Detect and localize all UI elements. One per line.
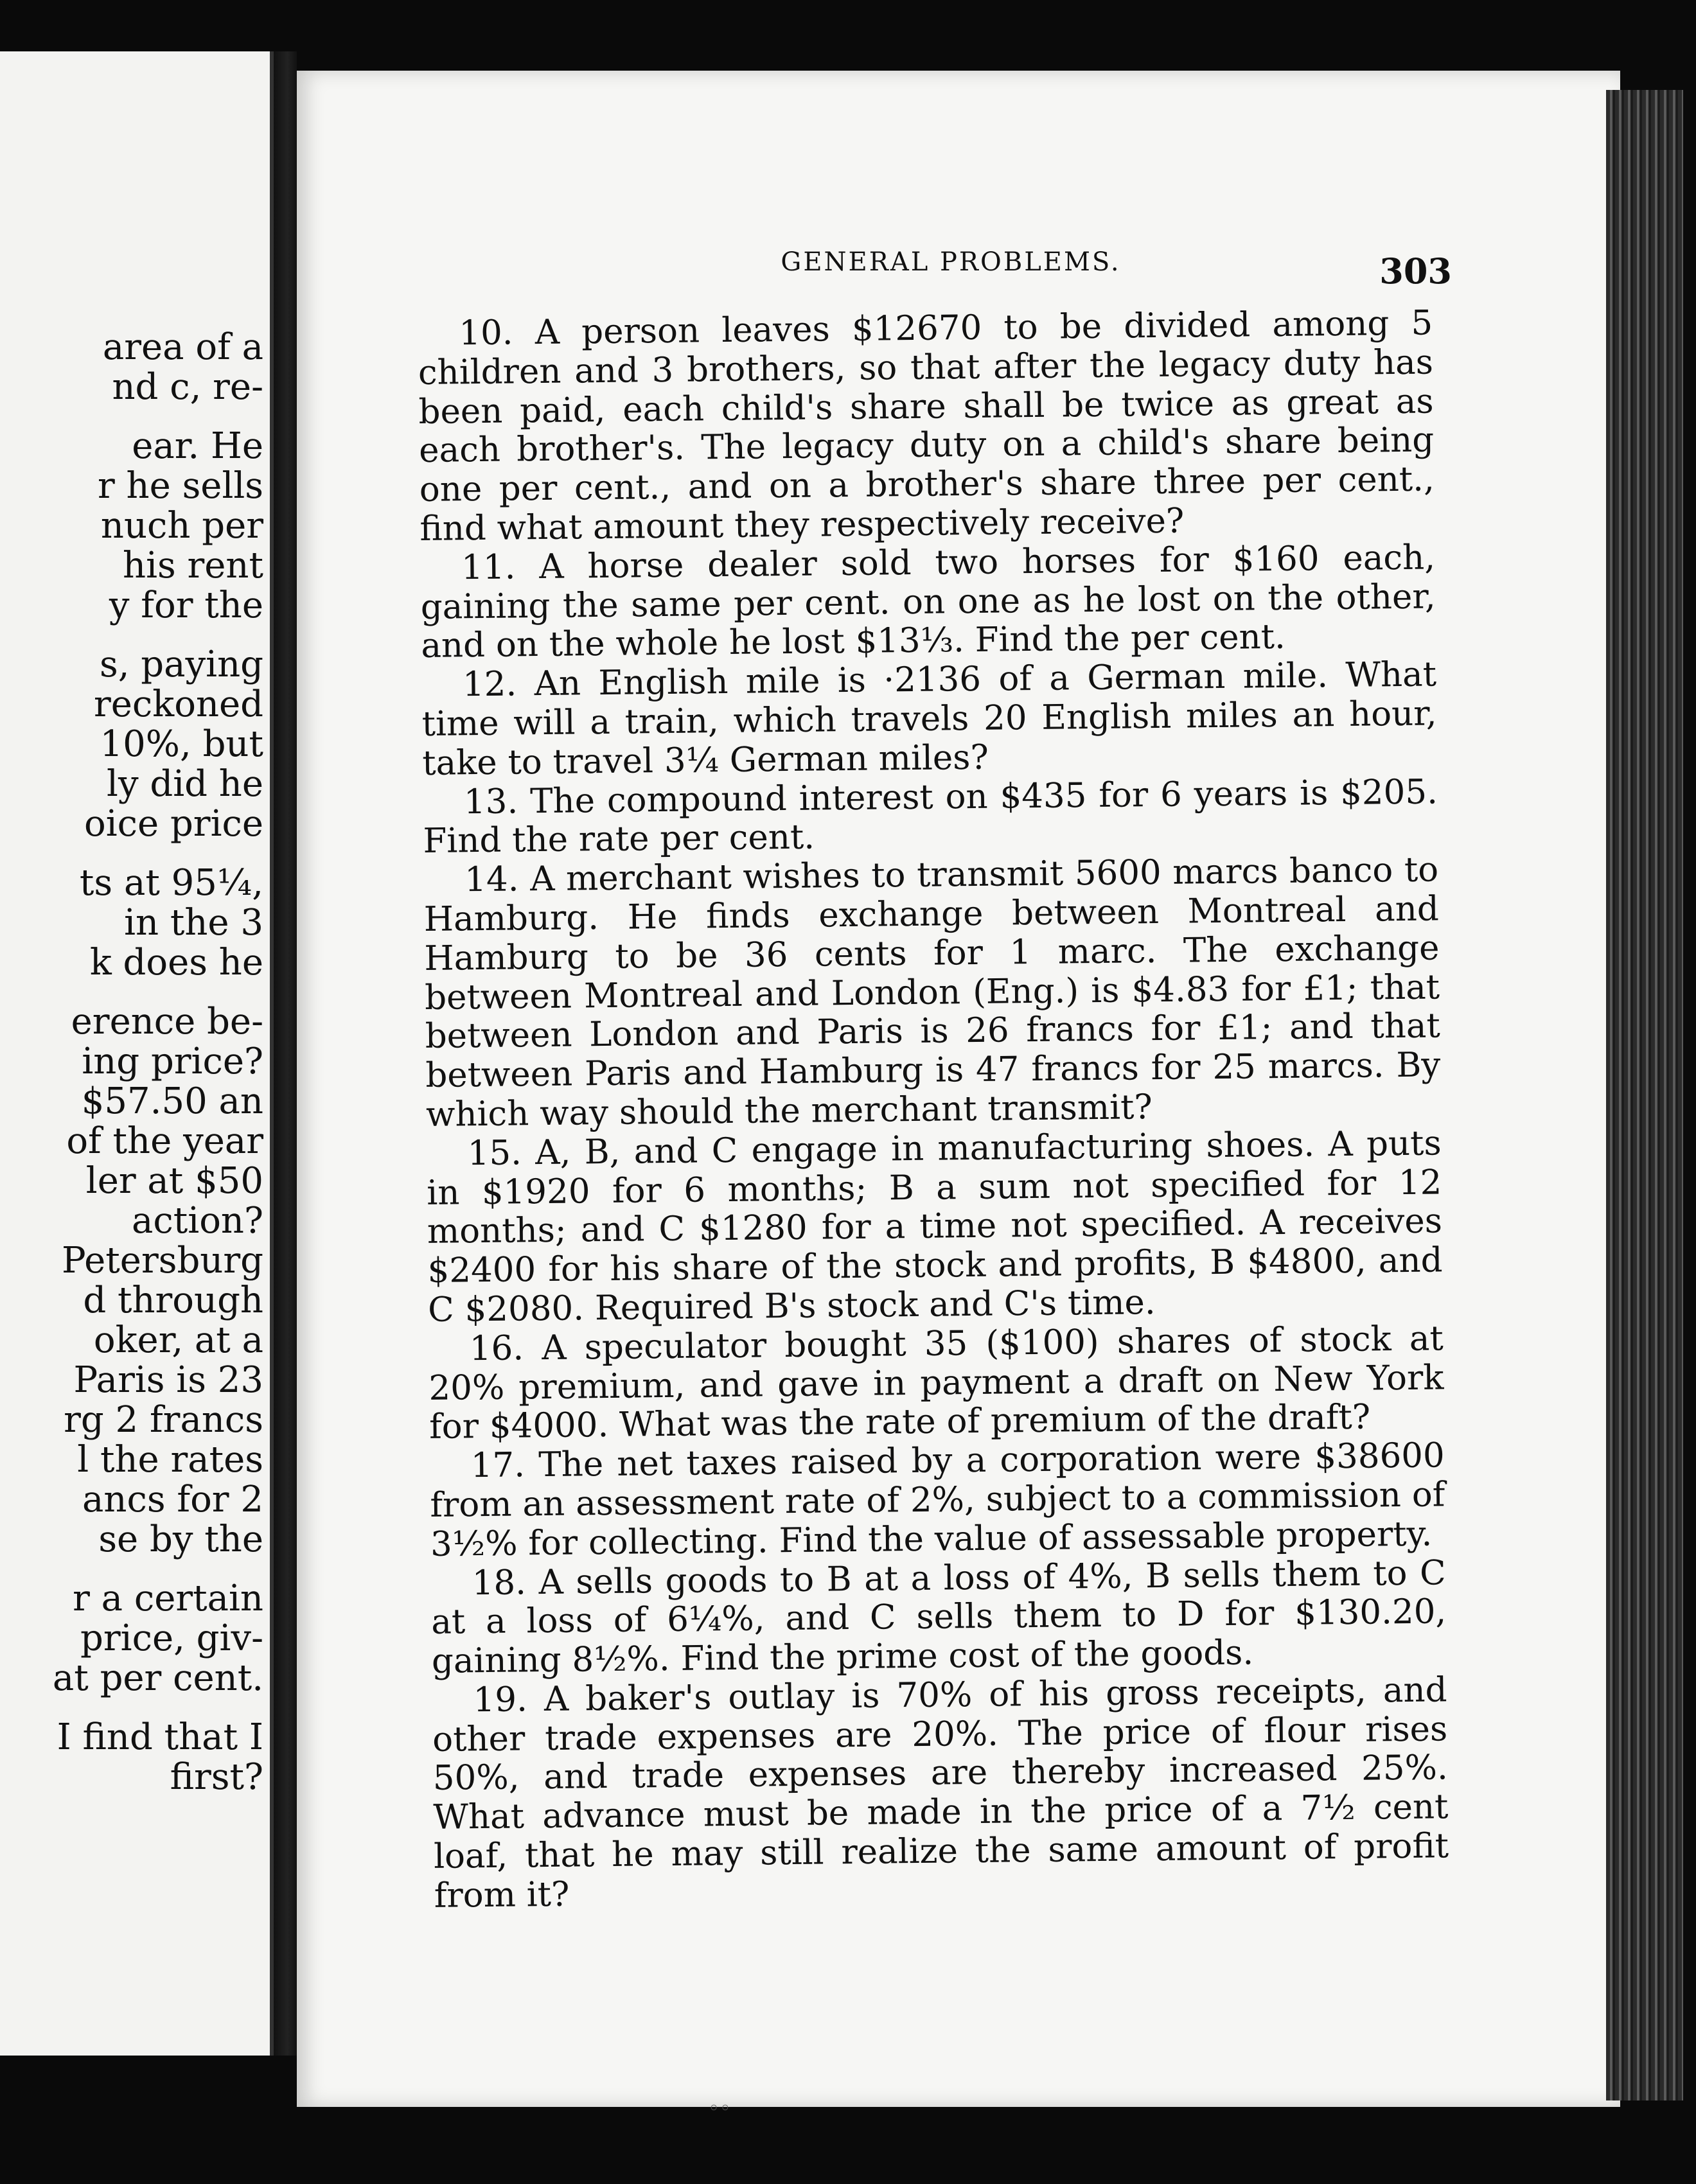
left-page-line [6,844,263,863]
left-page-line: ly did he [107,763,263,805]
problem-16: 16. A speculator bought 35 ($100) shares of stock at 20% premium, and gave in payment a draft on New York for $4000. What was the rate of premium of the draft? [428,1319,1444,1447]
left-page-line: y for the [109,585,263,626]
left-page-line: se by the [98,1519,263,1560]
problem-12: 12. An English mile is ·2136 of a German mile. What time will a train, which travels 20 English miles an hour, take to travel 3¼ German miles? [421,655,1437,783]
left-page-line: k does he [89,942,263,983]
left-page-line: l the rates [77,1439,263,1481]
left-page-line: reckoned [94,683,263,725]
left-page-line: 10%, but [100,723,263,765]
left-page-line: rg 2 francs [64,1399,263,1441]
left-page-line: ts at 95¼, [79,862,263,904]
left-page-line: r he sells [97,465,263,507]
bottom-smudge: ◦◦ [708,2097,731,2120]
left-page-line [6,983,263,1002]
problem-11: 11. A horse dealer sold two horses for $160 each, gaining the same per cent. on one as he lost on the other, and on the whole he lost $13⅓. Find the per cent. [420,538,1436,666]
problem-15: 15. A, B, and C engage in manufacturing shoes. A puts in $1920 for 6 months; B a sum not specified for 12 months; and C $1280 for a time not specified. A receives $2400 for his share of the stock and profits, B $4800, and C $2080. Required B's stock and C's time. [426,1123,1443,1330]
left-page-line: d through [83,1280,263,1321]
problem-17: 17. The net taxes raised by a corporation were $38600 from an assessment rate of 2%, subject to a commission of 3½% for collecting. Find the value of assessable property. [430,1436,1445,1564]
left-page-line: ear. He [132,425,263,467]
left-page-line: at per cent. [52,1657,263,1699]
left-page-line [6,1698,263,1718]
left-page-line: I find that I [57,1716,263,1758]
left-page-line [6,626,263,645]
left-page-line: of the year [66,1120,263,1162]
left-page-line: Paris is 23 [73,1359,263,1401]
problem-list [418,304,1449,1915]
left-page-line: his rent [123,545,263,586]
left-page-line: in the 3 [124,902,263,944]
problem-19: 19. A baker's outlay is 70% of his gross receipts, and other trade expenses are 20%. The price of flour rises 50%, and trade expenses are thereby increased 25%. What advance must be made in the price of a 7½ cent loaf, that he may still realize the same amount of profit from it? [432,1670,1449,1915]
problem-18: 18. A sells goods to B at a loss of 4%, B sells them to C at a loss of 6¼%, and C sells them to D for $130.20, gaining 8½%. Find the prime cost of the goods. [430,1553,1447,1681]
left-page-line: oice price [84,803,263,845]
page-edges [1606,90,1683,2100]
left-page-line [6,1560,263,1579]
left-page-line: action? [132,1200,263,1242]
problem-13: 13. The compound interest on $435 for 6 years is $205. Find the rate per cent. [423,771,1438,861]
left-page-fragment [0,51,274,2056]
left-page-line: r a certain [73,1578,263,1619]
left-page-line: price, giv- [80,1617,263,1659]
left-page-line: ler at $50 [85,1160,263,1202]
problem-10: 10. A person leaves $12670 to be divided among 5 children and 3 brothers, so that after the legacy duty has been paid, each child's share shall be twice as great as each brother's. The legacy duty on a child's share being one per cent., and on a brother's share three per cent., find what amount they respectively receive? [418,303,1435,549]
left-page-line: oker, at a [93,1319,263,1361]
left-page-line: nd c, re- [112,366,263,408]
running-head: GENERAL PROBLEMS. [781,247,1121,277]
page-number: 303 [1379,251,1452,292]
left-page-line: Petersburg [62,1240,263,1281]
left-page-line: ancs for 2 [82,1479,263,1520]
problem-14: 14. A merchant wishes to transmit 5600 marcs banco to Hamburg. He finds exchange between Montreal and Hamburg to be 36 cents for 1 marc. The exchange between Montreal and London (Eng.) is $4.83 for £1; that between London and Paris is 26 francs for £1; and that between Paris and Hamburg is 47 francs for 25 marcs. By which way should the merchant transmit? [423,850,1441,1134]
left-page-line: ing price? [82,1041,263,1082]
left-page-line: s, paying [99,644,263,685]
left-page-line: first? [170,1756,263,1798]
left-page-line: nuch per [100,505,263,547]
left-page-line: erence be- [71,1001,263,1043]
left-page-line: area of a [102,326,263,368]
left-page-text [6,328,263,1797]
book-gutter [274,51,297,2056]
left-page-line [6,407,263,427]
left-page-line: $57.50 an [81,1080,263,1122]
